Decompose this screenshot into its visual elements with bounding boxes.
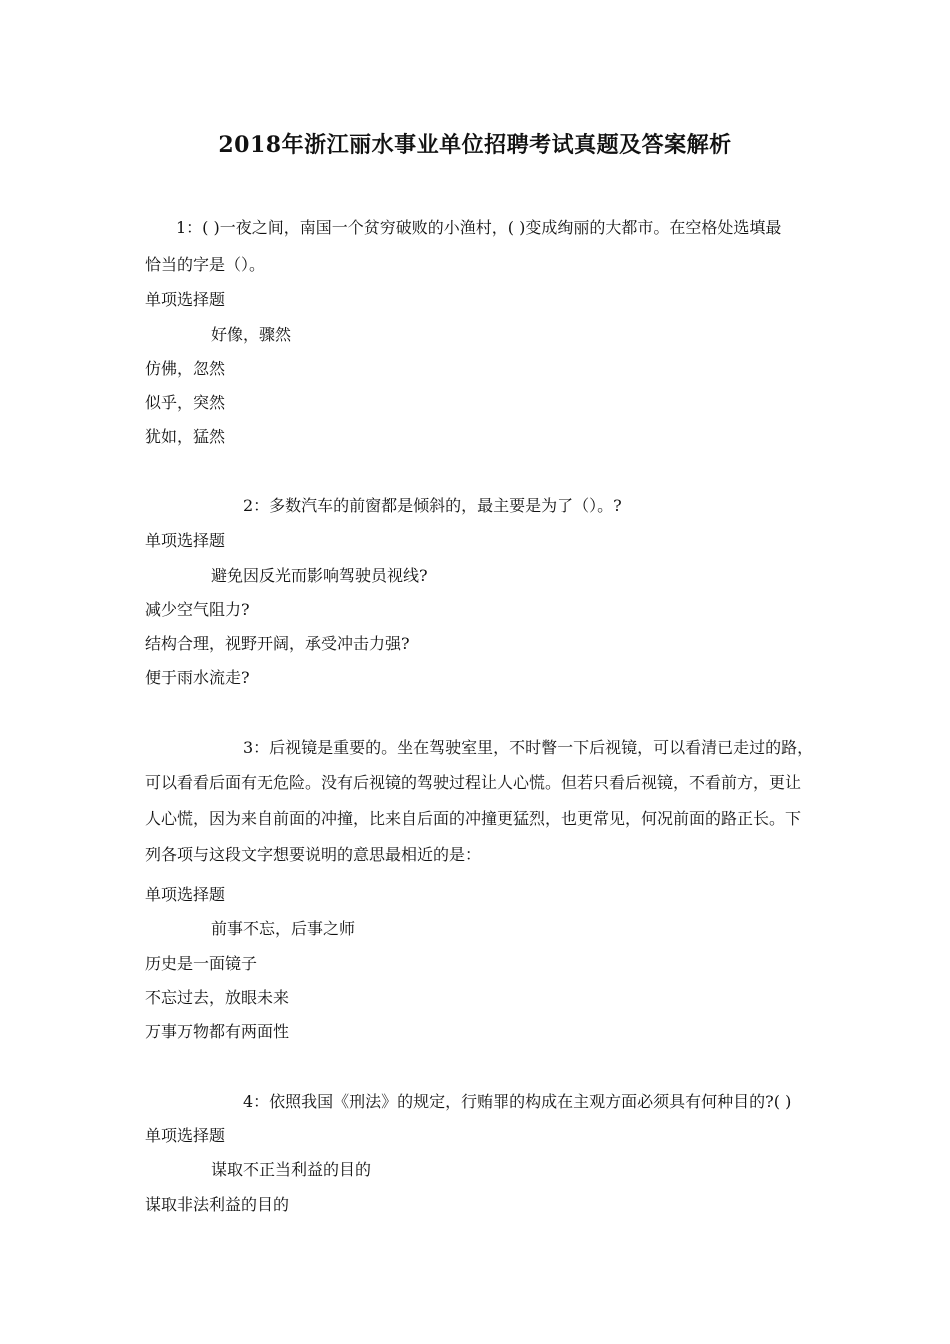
question-2-type: 单项选择题 [145, 531, 226, 550]
question-1-text-line-2: 恰当的字是（）。 [145, 255, 266, 274]
question-4-option-a: 谋取不正当利益的目的 [211, 1160, 372, 1179]
question-4-option-b: 谋取非法利益的目的 [145, 1195, 290, 1214]
question-3-text-line-1: 3：后视镜是重要的。坐在驾驶室里，不时瞥一下后视镜，可以看清已走过的路， [243, 738, 814, 757]
question-3-option-a: 前事不忘，后事之师 [211, 919, 356, 938]
question-1-option-d: 犹如，猛然 [145, 427, 226, 446]
question-1-option-a: 好像，骤然 [211, 325, 292, 344]
question-2-option-c: 结构合理，视野开阔，承受冲击力强? [145, 634, 410, 653]
question-2-option-d: 便于雨水流走? [145, 668, 250, 687]
question-1-text-line-1: 1：( )一夜之间，南国一个贫穷破败的小渔村，( )变成绚丽的大都市。在空格处选填最 [176, 218, 782, 237]
question-1-type: 单项选择题 [145, 290, 226, 309]
question-3-option-c: 不忘过去，放眼未来 [145, 988, 290, 1007]
question-3-text-line-4: 列各项与这段文字想要说明的意思最相近的是： [145, 845, 482, 864]
question-2-option-a: 避免因反光而影响驾驶员视线? [211, 566, 428, 585]
question-4-type: 单项选择题 [145, 1126, 226, 1145]
question-4-text-line-1: 4：依照我国《刑法》的规定，行贿罪的构成在主观方面必须具有何种目的?( ) [243, 1092, 792, 1111]
question-3-text-line-2: 可以看看后面有无危险。没有后视镜的驾驶过程让人心慌。但若只看后视镜，不看前方，更让 [145, 773, 802, 792]
question-3-option-d: 万事万物都有两面性 [145, 1022, 290, 1041]
question-1-option-b: 仿佛，忽然 [145, 359, 226, 378]
question-3-text-line-3: 人心慌，因为来自前面的冲撞，比来自后面的冲撞更猛烈，也更常见，何况前面的路正长。下 [145, 809, 802, 828]
question-2-option-b: 减少空气阻力? [145, 600, 250, 619]
document-title: 2018年浙江丽水事业单位招聘考试真题及答案解析 [218, 132, 732, 158]
question-2-text-line-1: 2：多数汽车的前窗都是倾斜的，最主要是为了（）。? [243, 496, 622, 515]
question-1-option-c: 似乎，突然 [145, 393, 226, 412]
question-3-option-b: 历史是一面镜子 [145, 954, 258, 973]
question-3-type: 单项选择题 [145, 885, 226, 904]
